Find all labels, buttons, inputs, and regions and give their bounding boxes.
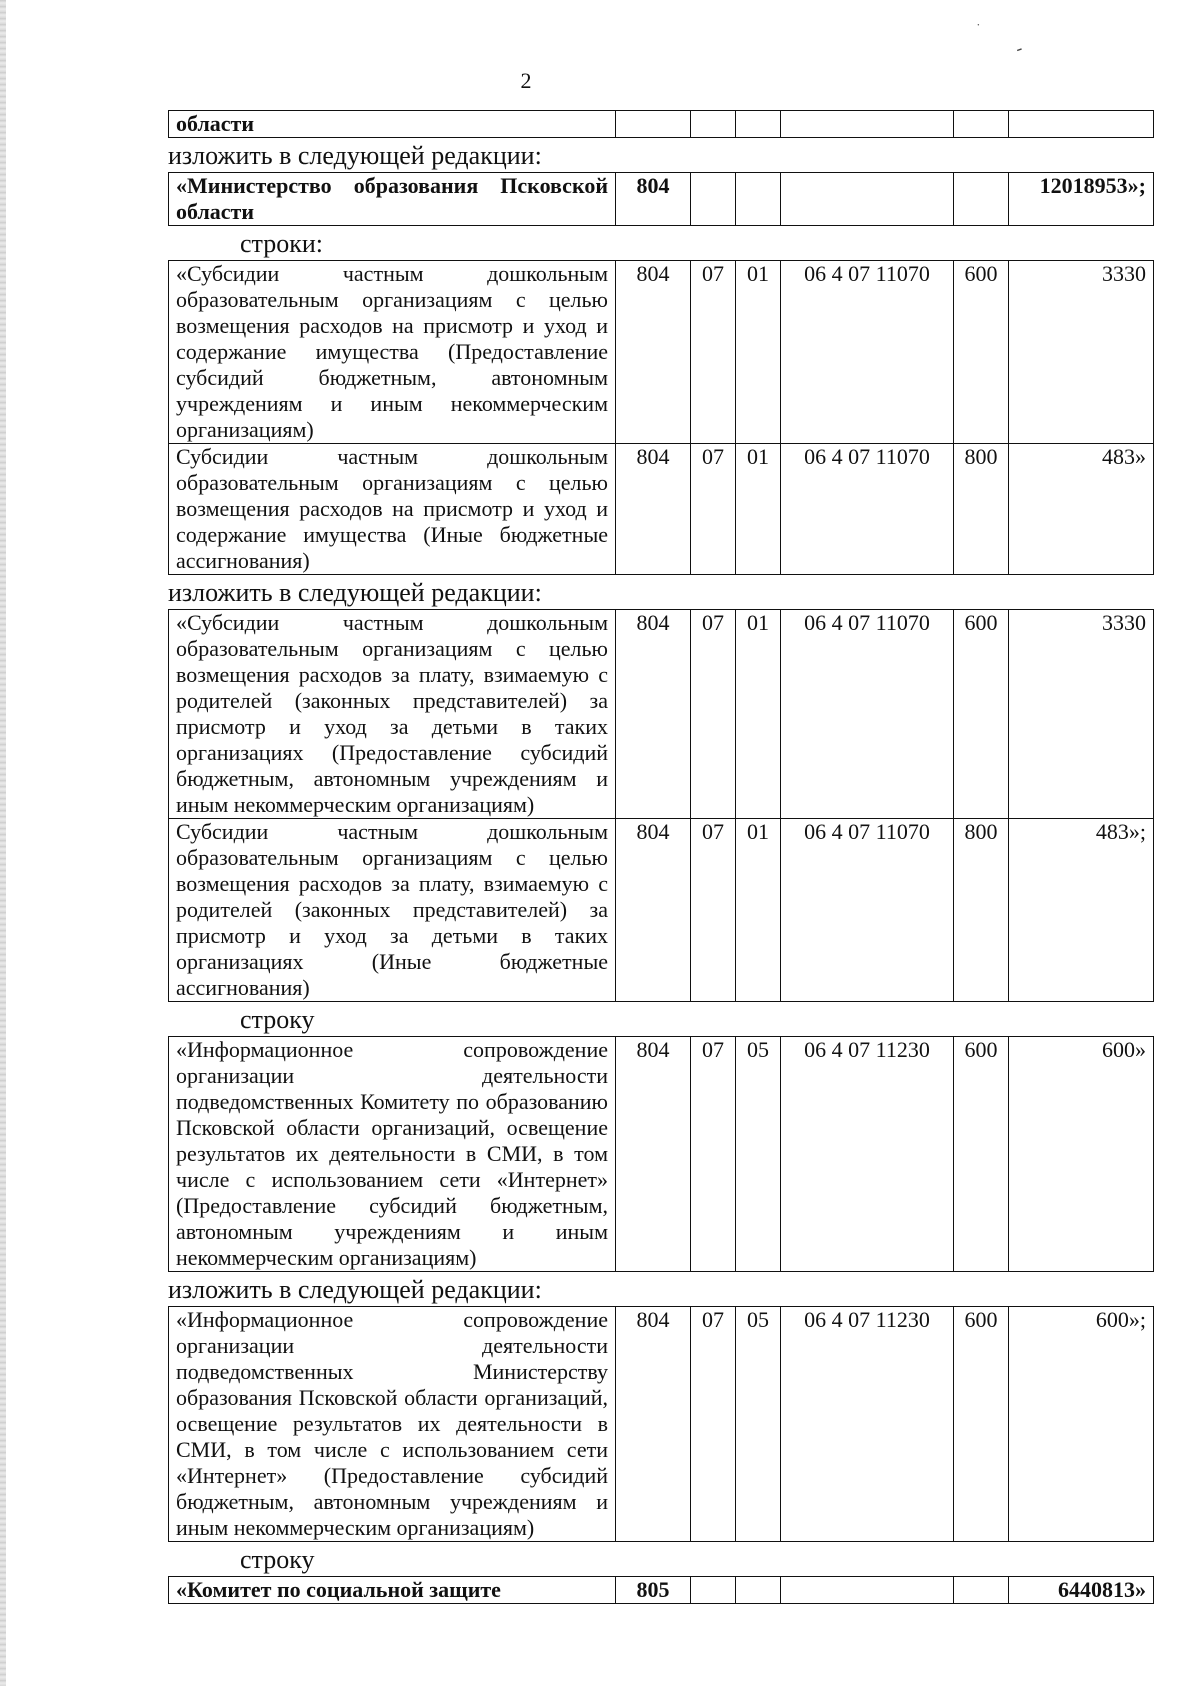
row-amount: 600»; bbox=[1009, 1307, 1154, 1542]
row-target-article: 06 4 07 11230 bbox=[781, 1307, 954, 1542]
row-ministry-code: 804 bbox=[616, 1037, 691, 1272]
budget-table bbox=[168, 1036, 1154, 1272]
row-section-code bbox=[691, 1577, 736, 1604]
row-subsection-code: 01 bbox=[736, 819, 781, 1002]
row-target-article: 06 4 07 11070 bbox=[781, 444, 954, 575]
table-row bbox=[169, 1577, 1154, 1604]
row-amount: 6440813» bbox=[1009, 1577, 1154, 1604]
row-section-code: 07 bbox=[691, 261, 736, 444]
row-section-code: 07 bbox=[691, 444, 736, 575]
note-replace: изложить в следующей редакции: bbox=[168, 141, 542, 170]
row-expense-type: 600 bbox=[954, 1307, 1009, 1542]
row-ministry-code: 804 bbox=[616, 610, 691, 819]
note-row: строку bbox=[240, 1005, 315, 1034]
table-row bbox=[169, 111, 1154, 138]
row-amount: 600» bbox=[1009, 1037, 1154, 1272]
budget-table bbox=[168, 1306, 1154, 1542]
row-target-article: 06 4 07 11070 bbox=[781, 819, 954, 1002]
row-subsection-code: 01 bbox=[736, 610, 781, 819]
row-amount bbox=[1009, 111, 1154, 138]
table-row bbox=[169, 1307, 1154, 1542]
row-description: «Министерство образования Псковской области bbox=[169, 173, 616, 226]
row-target-article bbox=[781, 1577, 954, 1604]
row-ministry-code: 805 bbox=[616, 1577, 691, 1604]
note-replace: изложить в следующей редакции: bbox=[168, 1275, 542, 1304]
row-target-article: 06 4 07 11230 bbox=[781, 1037, 954, 1272]
row-description: «Информационное сопровождение организации деятельности подведомственных Комитету по образованию Псковской области организаций, освещение результатов их деятельности в СМИ, в том числе с использованием сети «Интернет» (Предоставление субсидий бюджетным, автономным учреждениям и иным некоммерческим организациям) bbox=[169, 1037, 616, 1272]
row-amount: 3330 bbox=[1009, 610, 1154, 819]
budget-table bbox=[168, 1576, 1154, 1604]
scan-mark: - bbox=[1012, 37, 1026, 59]
row-subsection-code: 01 bbox=[736, 261, 781, 444]
row-ministry-code bbox=[616, 111, 691, 138]
row-target-article bbox=[781, 173, 954, 226]
row-ministry-code: 804 bbox=[616, 1307, 691, 1542]
table-row bbox=[169, 173, 1154, 226]
row-section-code: 07 bbox=[691, 819, 736, 1002]
row-ministry-code: 804 bbox=[616, 173, 691, 226]
row-description: «Субсидии частным дошкольным образовательным организациям с целью возмещения расходов за плату, взимаемую с родителей (законных представителей) за присмотр и уход за детьми в таких организациях (Предоставление субсидий бюджетным, автономным учреждениям и иным некоммерческим организациям) bbox=[169, 610, 616, 819]
scan-edge bbox=[0, 0, 6, 1686]
row-target-article bbox=[781, 111, 954, 138]
row-expense-type: 600 bbox=[954, 610, 1009, 819]
budget-table bbox=[168, 260, 1154, 575]
row-subsection-code: 05 bbox=[736, 1037, 781, 1272]
row-section-code bbox=[691, 173, 736, 226]
row-expense-type bbox=[954, 111, 1009, 138]
row-expense-type bbox=[954, 173, 1009, 226]
row-description: «Информационное сопровождение организации деятельности подведомственных Министерству образования Псковской области организаций, освещение результатов их деятельности в СМИ, в том числе с использованием сети «Интернет» (Предоставление субсидий бюджетным, автономным учреждениям и иным некоммерческим организациям) bbox=[169, 1307, 616, 1542]
table-row bbox=[169, 819, 1154, 1002]
table-row bbox=[169, 610, 1154, 819]
note-rows: строки: bbox=[240, 229, 323, 258]
row-expense-type: 600 bbox=[954, 1037, 1009, 1272]
note-row: строку bbox=[240, 1545, 315, 1574]
row-subsection-code: 05 bbox=[736, 1307, 781, 1542]
row-amount: 12018953»; bbox=[1009, 173, 1154, 226]
budget-table bbox=[168, 172, 1154, 226]
budget-table bbox=[168, 609, 1154, 1002]
scan-speck: ˙ bbox=[976, 22, 981, 37]
row-amount: 483» bbox=[1009, 444, 1154, 575]
row-amount: 3330 bbox=[1009, 261, 1154, 444]
row-ministry-code: 804 bbox=[616, 819, 691, 1002]
row-subsection-code bbox=[736, 173, 781, 226]
row-section-code: 07 bbox=[691, 1037, 736, 1272]
row-section-code: 07 bbox=[691, 610, 736, 819]
row-amount: 483»; bbox=[1009, 819, 1154, 1002]
row-subsection-code bbox=[736, 1577, 781, 1604]
page-number: 2 bbox=[520, 68, 532, 93]
row-description: Субсидии частным дошкольным образовательным организациям с целью возмещения расходов за плату, взимаемую с родителей (законных представителей) за присмотр и уход за детьми в таких организациях (Иные бюджетные ассигнования) bbox=[169, 819, 616, 1002]
budget-table bbox=[168, 110, 1154, 138]
row-expense-type: 600 bbox=[954, 261, 1009, 444]
row-expense-type bbox=[954, 1577, 1009, 1604]
table-row bbox=[169, 1037, 1154, 1272]
row-ministry-code: 804 bbox=[616, 444, 691, 575]
row-expense-type: 800 bbox=[954, 444, 1009, 575]
row-description: «Комитет по социальной защите bbox=[169, 1577, 616, 1604]
row-description: области bbox=[169, 111, 616, 138]
row-subsection-code: 01 bbox=[736, 444, 781, 575]
row-subsection-code bbox=[736, 111, 781, 138]
row-target-article: 06 4 07 11070 bbox=[781, 261, 954, 444]
row-ministry-code: 804 bbox=[616, 261, 691, 444]
row-target-article: 06 4 07 11070 bbox=[781, 610, 954, 819]
row-section-code bbox=[691, 111, 736, 138]
row-expense-type: 800 bbox=[954, 819, 1009, 1002]
document-content bbox=[168, 110, 1154, 1604]
row-description: Субсидии частным дошкольным образовательным организациям с целью возмещения расходов на присмотр и уход и содержание имущества (Иные бюджетные ассигнования) bbox=[169, 444, 616, 575]
table-row bbox=[169, 444, 1154, 575]
table-row bbox=[169, 261, 1154, 444]
note-replace: изложить в следующей редакции: bbox=[168, 578, 542, 607]
row-section-code: 07 bbox=[691, 1307, 736, 1542]
row-description: «Субсидии частным дошкольным образовательным организациям с целью возмещения расходов на присмотр и уход и содержание имущества (Предоставление субсидий бюджетным, автономным учреждениям и иным некоммерческим организациям) bbox=[169, 261, 616, 444]
